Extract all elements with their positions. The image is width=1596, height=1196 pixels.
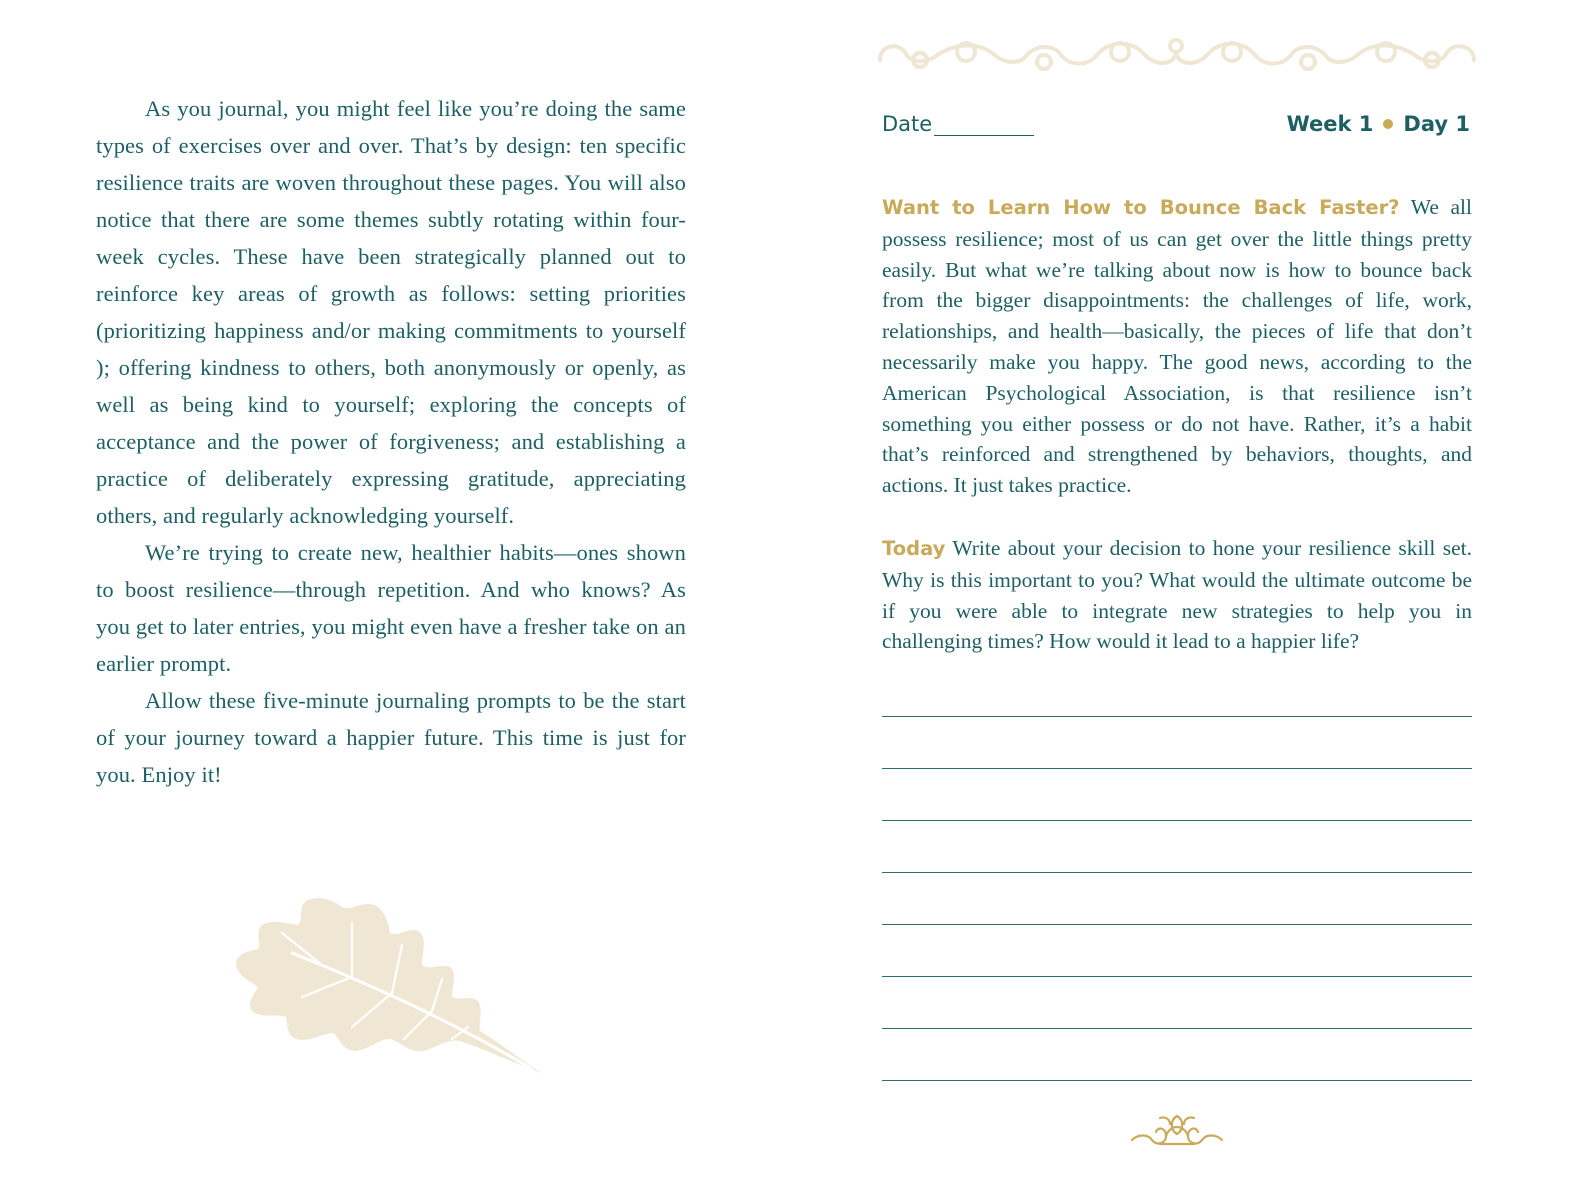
today-text: Write about your decision to hone your resilience skill set. Why is this important to you? What would the ultimate outcome be if you were able to integrate new strategies to help you in challenging times? How would it lead to a happier life? bbox=[882, 535, 1472, 654]
scroll-ornament-icon bbox=[876, 34, 1478, 74]
bullet-dot-icon bbox=[1383, 119, 1393, 129]
today-heading: Today bbox=[882, 536, 946, 560]
writing-line[interactable] bbox=[882, 976, 1472, 977]
writing-line[interactable] bbox=[882, 820, 1472, 821]
week-day-label bbox=[1287, 112, 1470, 136]
flourish-ornament-icon bbox=[1130, 1112, 1224, 1148]
writing-lines[interactable] bbox=[882, 716, 1472, 1132]
writing-line[interactable] bbox=[882, 768, 1472, 769]
oak-leaf-icon bbox=[232, 893, 550, 1077]
today-prompt-paragraph bbox=[882, 533, 1472, 657]
date-week-header bbox=[882, 108, 1472, 144]
left-paragraph-1: As you journal, you might feel like you’re doing the same types of exercises over and over. That’s by design: ten specific resilience traits are woven throughout these pages. You will also notice that there are some themes subtly rotating within four-week cycles. These have been strategically planned out to reinforce key areas of growth as follows: setting priorities (prioritizing happiness and/or making commitments to yourself ); offering kindness to others, both anonymously or openly, as well as being kind to yourself; exploring the concepts of acceptance and the power of forgiveness; and establishing a practice of deliberately expressing gratitude, appreciating others, and regularly acknowledging yourself. bbox=[96, 96, 686, 528]
left-page-text bbox=[96, 90, 686, 793]
writing-line[interactable] bbox=[882, 1028, 1472, 1029]
writing-line[interactable] bbox=[882, 716, 1472, 717]
writing-line[interactable] bbox=[882, 872, 1472, 873]
week-label: Week 1 bbox=[1286, 112, 1374, 136]
writing-line[interactable] bbox=[882, 924, 1472, 925]
left-paragraph-3: Allow these five-minute journaling prompts to be the start of your journey toward a happier future. This time is just for you. Enjoy it! bbox=[96, 688, 686, 787]
date-blank-line[interactable] bbox=[934, 115, 1034, 136]
left-paragraph-2: We’re trying to create new, healthier habits—ones shown to boost resilience—through repetition. And who knows? As you get to later entries, you might even have a fresher take on an earlier prompt. bbox=[96, 540, 686, 676]
day-label: Day 1 bbox=[1403, 112, 1470, 136]
date-field[interactable] bbox=[882, 112, 1034, 136]
writing-line[interactable] bbox=[882, 1080, 1472, 1081]
intro-heading: Want to Learn How to Bounce Back Faster? bbox=[882, 196, 1400, 219]
intro-text: We all possess resilience; most of us can get over the little things pretty easily. But what we’re talking about now is how to bounce back from the bigger disappointments: the challenges of life, work, relationships, and health—basically, the pieces of life that don’t necessarily make you happy. The good news, according to the American Psychological Association, is that resilience isn’t something you either possess or do not have. Rather, it’s a habit that’s reinforced and strengthened by behaviors, thoughts, and actions. It just takes practice. bbox=[882, 195, 1472, 498]
intro-paragraph bbox=[882, 192, 1472, 501]
date-label: Date bbox=[882, 112, 933, 136]
right-page-text bbox=[882, 192, 1472, 657]
